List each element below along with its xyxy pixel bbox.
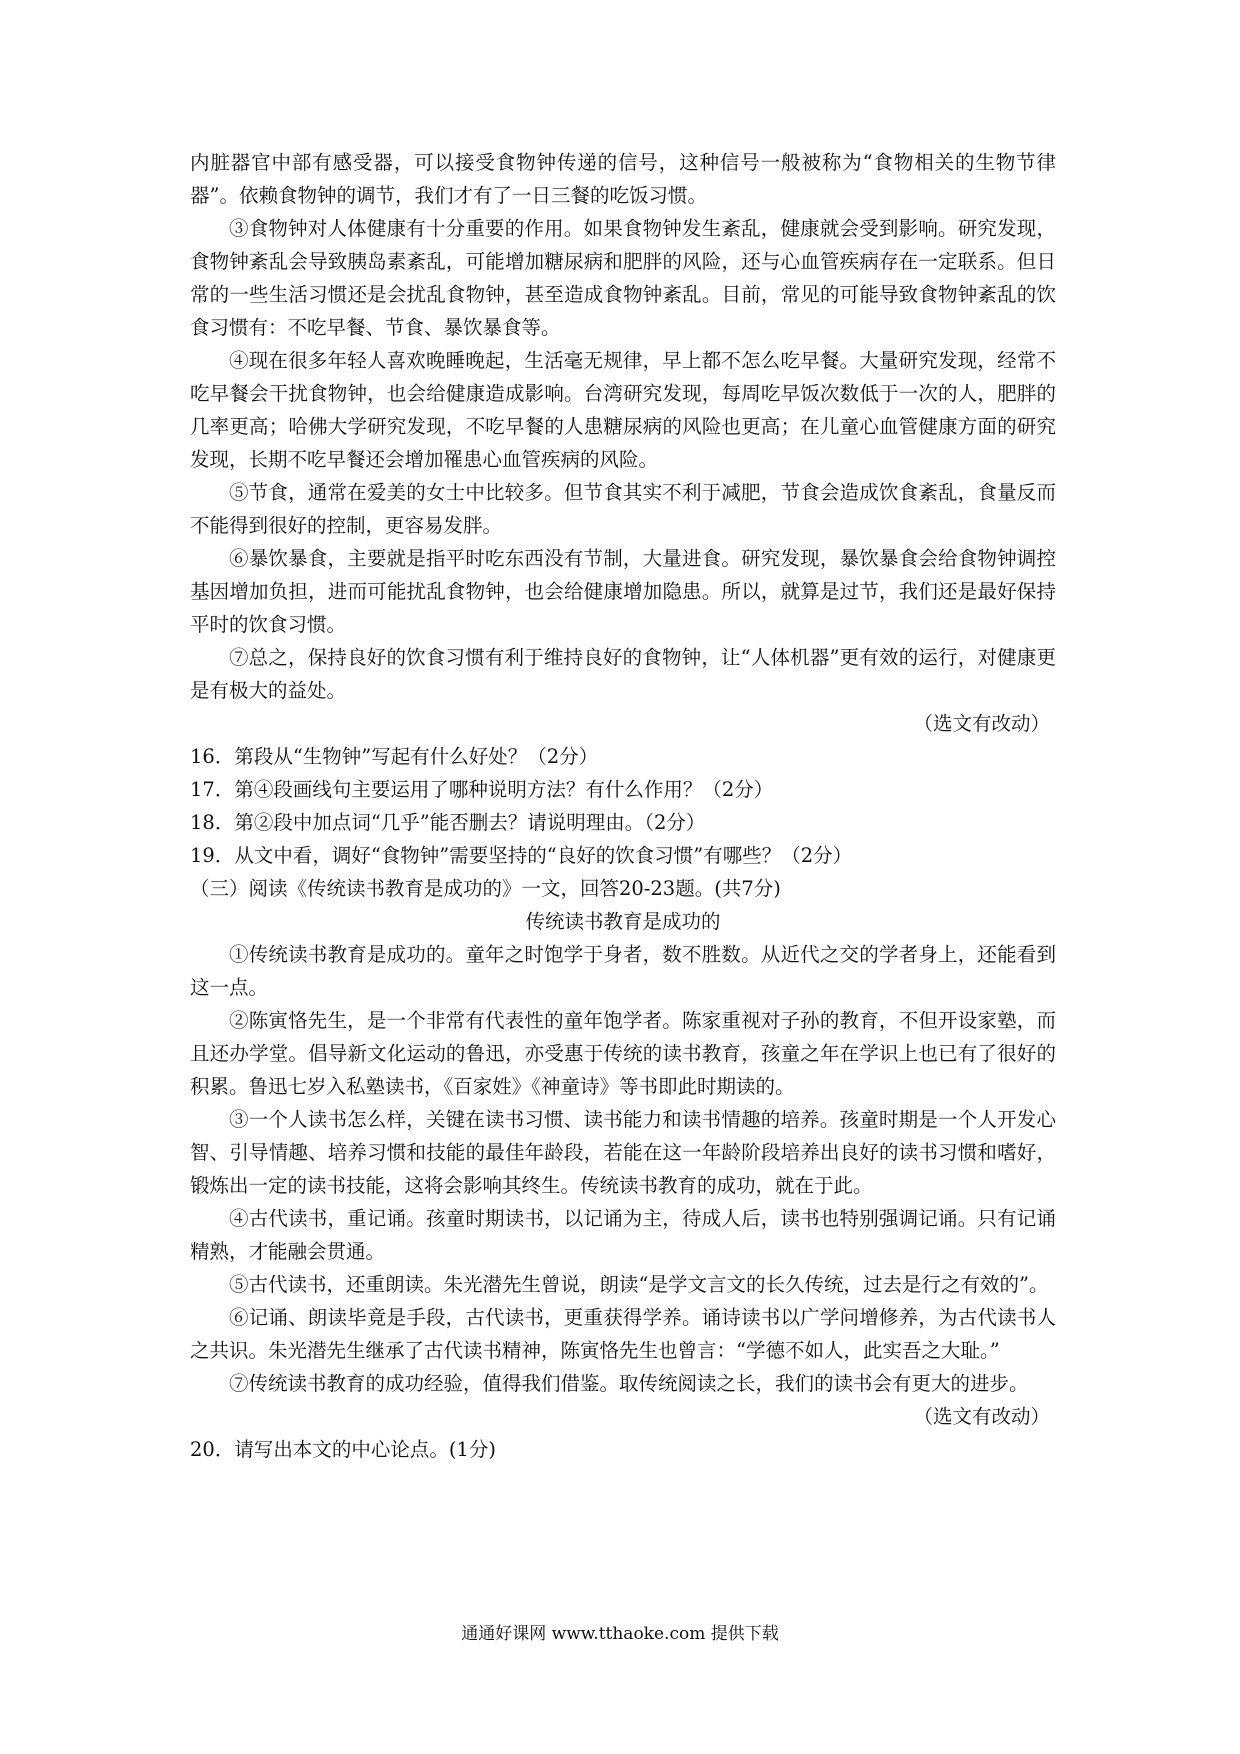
section-heading: （三）阅读《传统读书教育是成功的》一文，回答20-23题。(共7分) [190, 877, 781, 900]
paragraph-5: ⑤古代读书，还重朗读。朱光潜先生曾说，朗读“是学文言文的长久传统，过去是行之有效的”。 [229, 1273, 1049, 1296]
paragraph-4: ④现在很多年轻人喜欢晚睡晚起，生活毫无规律，早上都不怎么吃早餐。大量研究发现，经常不吃早餐会干扰食物钟，也会给健康造成影响。台湾研究发现，每周吃早饭次数低于一次的人，肥胖的几率更高；哈佛大学研究发现，不吃早餐的人患糖尿病的风险也更高；在儿童心血管健康方面的研究发现，长期不吃早餐还会增加罹患心血管疾病的风险。 [190, 349, 1056, 471]
passage-title: 传统读书教育是成功的 [525, 910, 721, 933]
question-19: 19．从文中看，调好“食物钟”需要坚持的“良好的饮食习惯”有哪些？（2分） [190, 844, 853, 867]
paragraph-1: ①传统读书教育是成功的。童年之时饱学于身者，数不胜数。从近代之交的学者身上，还能看到这一点。 [190, 943, 1056, 999]
paragraph-7: ⑦总之，保持良好的饮食习惯有利于维持良好的食物钟，让“人体机器”更有效的运行，对健康更是有极大的益处。 [190, 646, 1056, 702]
paragraph-6: ⑥暴饮暴食，主要就是指平时吃东西没有节制，大量进食。研究发现，暴饮暴食会给食物钟调控基因增加负担，进而可能扰乱食物钟，也会给健康增加隐患。所以，就算是过节，我们还是最好保持平时的饮食习惯。 [190, 547, 1056, 636]
question-18: 18．第②段中加点词“几乎”能否删去？请说明理由。（2分） [190, 811, 706, 834]
paragraph: 内脏器官中部有感受器，可以接受食物钟传递的信号，这种信号一般被称为“食物相关的生物节律器”。依赖食物钟的调节，我们才有了一日三餐的吃饭习惯。 [190, 151, 1056, 207]
paragraph-5: ⑤节食，通常在爱美的女士中比较多。但节食其实不利于减肥，节食会造成饮食紊乱，食量反而不能得到很好的控制，更容易发胖。 [190, 481, 1056, 537]
paragraph-3: ③食物钟对人体健康有十分重要的作用。如果食物钟发生紊乱，健康就会受到影响。研究发现，食物钟紊乱会导致胰岛素紊乱，可能增加糖尿病和肥胖的风险，还与心血管疾病存在一定联系。但日常的一些生活习惯还是会扰乱食物钟，甚至造成食物钟紊乱。目前，常见的可能导致食物钟紊乱的饮食习惯有：不吃早餐、节食、暴饮暴食等。 [190, 217, 1056, 339]
passage-traditional-reading [190, 938, 1056, 1400]
footer-download-note: 通通好课网 www.tthaoke.com 提供下载 [461, 1624, 779, 1644]
paragraph-4: ④古代读书，重记诵。孩童时期读书，以记诵为主，待成人后，读书也特别强调记诵。只有记诵精熟，才能融会贯通。 [190, 1207, 1056, 1263]
paragraph-7: ⑦传统读书教育的成功经验，值得我们借鉴。取传统阅读之长，我们的读书会有更大的进步。 [229, 1372, 1029, 1395]
paragraph-2: ②陈寅恪先生，是一个非常有代表性的童年饱学者。陈家重视对子孙的教育，不但开设家塾，而且还办学堂。倡导新文化运动的鲁迅，亦受惠于传统的读书教育，孩童之年在学识上也已有了很好的积累。鲁迅七岁入私塾读书，《百家姓》《神童诗》等书即此时期读的。 [190, 1009, 1056, 1098]
question-16: 16．第段从“生物钟”写起有什么好处？（2分） [190, 745, 599, 768]
question-17: 17．第④段画线句主要运用了哪种说明方法？有什么作用？（2分） [190, 778, 774, 801]
page-content [190, 146, 1056, 1466]
question-20: 20．请写出本文的中心论点。(1分) [190, 1438, 496, 1461]
question-list [190, 740, 1056, 872]
passage-food-clock [190, 146, 1056, 707]
paragraph-6: ⑥记诵、朗读毕竟是手段，古代读书，更重获得学养。诵诗读书以广学问增修养，为古代读书人之共识。朱光潜先生继承了古代读书精神，陈寅恪先生也曾言：“学德不如人，此实吾之大耻。” [190, 1306, 1056, 1362]
source-note: （选文有改动） [913, 1405, 1050, 1428]
paragraph-3: ③一个人读书怎么样，关键在读书习惯、读书能力和读书情趣的培养。孩童时期是一个人开发心智、引导情趣、培养习惯和技能的最佳年龄段，若能在这一年龄阶段培养出良好的读书习惯和嗜好，锻炼出一定的读书技能，这将会影响其终生。传统读书教育的成功，就在于此。 [190, 1108, 1056, 1197]
source-note: （选文有改动） [913, 712, 1050, 735]
